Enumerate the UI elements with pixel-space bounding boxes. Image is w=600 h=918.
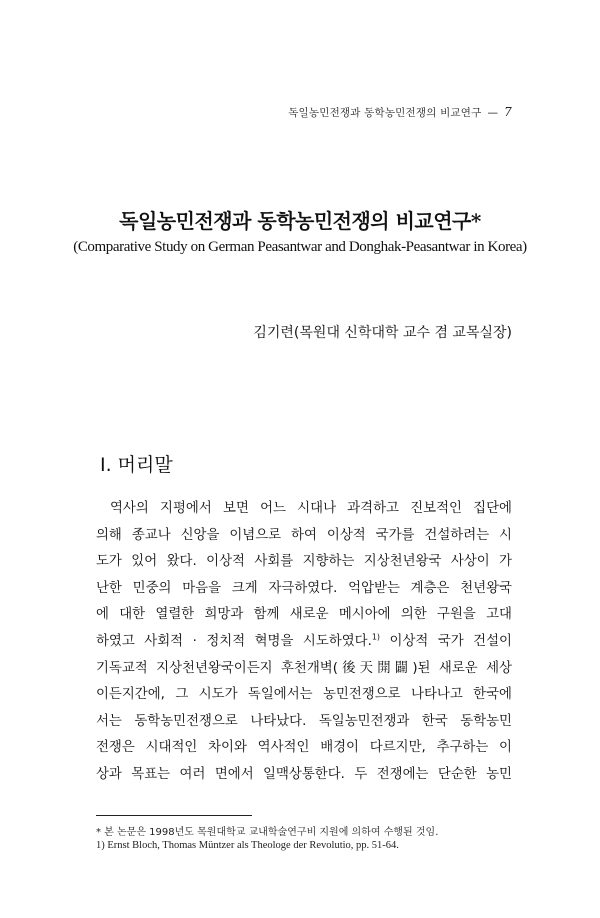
paragraph-line: 에 대한 열렬한 희망과 함께 새로운 메시아에 의한 구원을 고대 xyxy=(96,607,512,623)
paragraph-line: 난한 민중의 마음을 크게 자극하였다. 억압받는 계층은 천년왕국 xyxy=(96,580,512,596)
page-number: 7 xyxy=(504,105,512,119)
footnote-1: 1) Ernst Bloch, Thomas Müntzer als Theologe der Revolutio, pp. 51-64. xyxy=(96,840,399,851)
paper-title: 독일농민전쟁과 동학농민전쟁의 비교연구* xyxy=(119,209,481,233)
paragraph-line: 의해 종교나 신앙을 이념으로 하여 이상적 국가를 건설하려는 시 xyxy=(96,527,512,543)
paper-subtitle: (Comparative Study on German Peasantwar and Donghak-Peasantwar in Korea) xyxy=(73,239,527,255)
footnote-star: * 본 논문은 1998년도 목원대학교 교내학술연구비 지원에 의하여 수행된 것임. xyxy=(96,827,439,838)
footnote-marker[interactable]: 1) xyxy=(371,632,381,642)
body-paragraph xyxy=(96,496,512,789)
paragraph-line-head: 하였고 사회적 · 정치적 혁명을 시도하였다. xyxy=(96,633,372,649)
paragraph-line-tail: 이상적 국가 건설이 xyxy=(380,633,512,649)
paragraph-line: 전쟁은 시대적인 차이와 역사적인 배경이 다르지만, 추구하는 이 xyxy=(96,740,512,756)
running-head-dash: — xyxy=(487,107,499,119)
paragraph-line: 서는 동학농민전쟁으로 나타났다. 독일농민전쟁과 한국 동학농민 xyxy=(96,713,512,729)
paragraph-line: 도가 있어 왔다. 이상적 사회를 지향하는 지상천년왕국 사상이 가 xyxy=(96,554,512,570)
section-heading: I. 머리말 xyxy=(100,454,173,476)
author-line: 김기련(목원대 신학대학 교수 겸 교목실장) xyxy=(253,325,512,341)
paragraph-line: 이든지간에, 그 시도가 독일에서는 농민전쟁으로 나타나고 한국에 xyxy=(96,687,512,703)
running-head-title: 독일농민전쟁과 동학농민전쟁의 비교연구 xyxy=(288,107,482,119)
paragraph-line: 기독교적 지상천년왕국이든지 후천개벽(後天開闢)된 새로운 세상 xyxy=(96,660,512,676)
paragraph-line: 상과 목표는 여러 면에서 일맥상통한다. 두 전쟁에는 단순한 농민 xyxy=(96,766,512,782)
running-head xyxy=(288,105,512,120)
footnote-divider xyxy=(96,815,252,816)
paragraph-line-with-footnote xyxy=(96,629,512,656)
paragraph-line: 역사의 지평에서 보면 어느 시대나 과격하고 진보적인 집단에 xyxy=(110,501,512,516)
